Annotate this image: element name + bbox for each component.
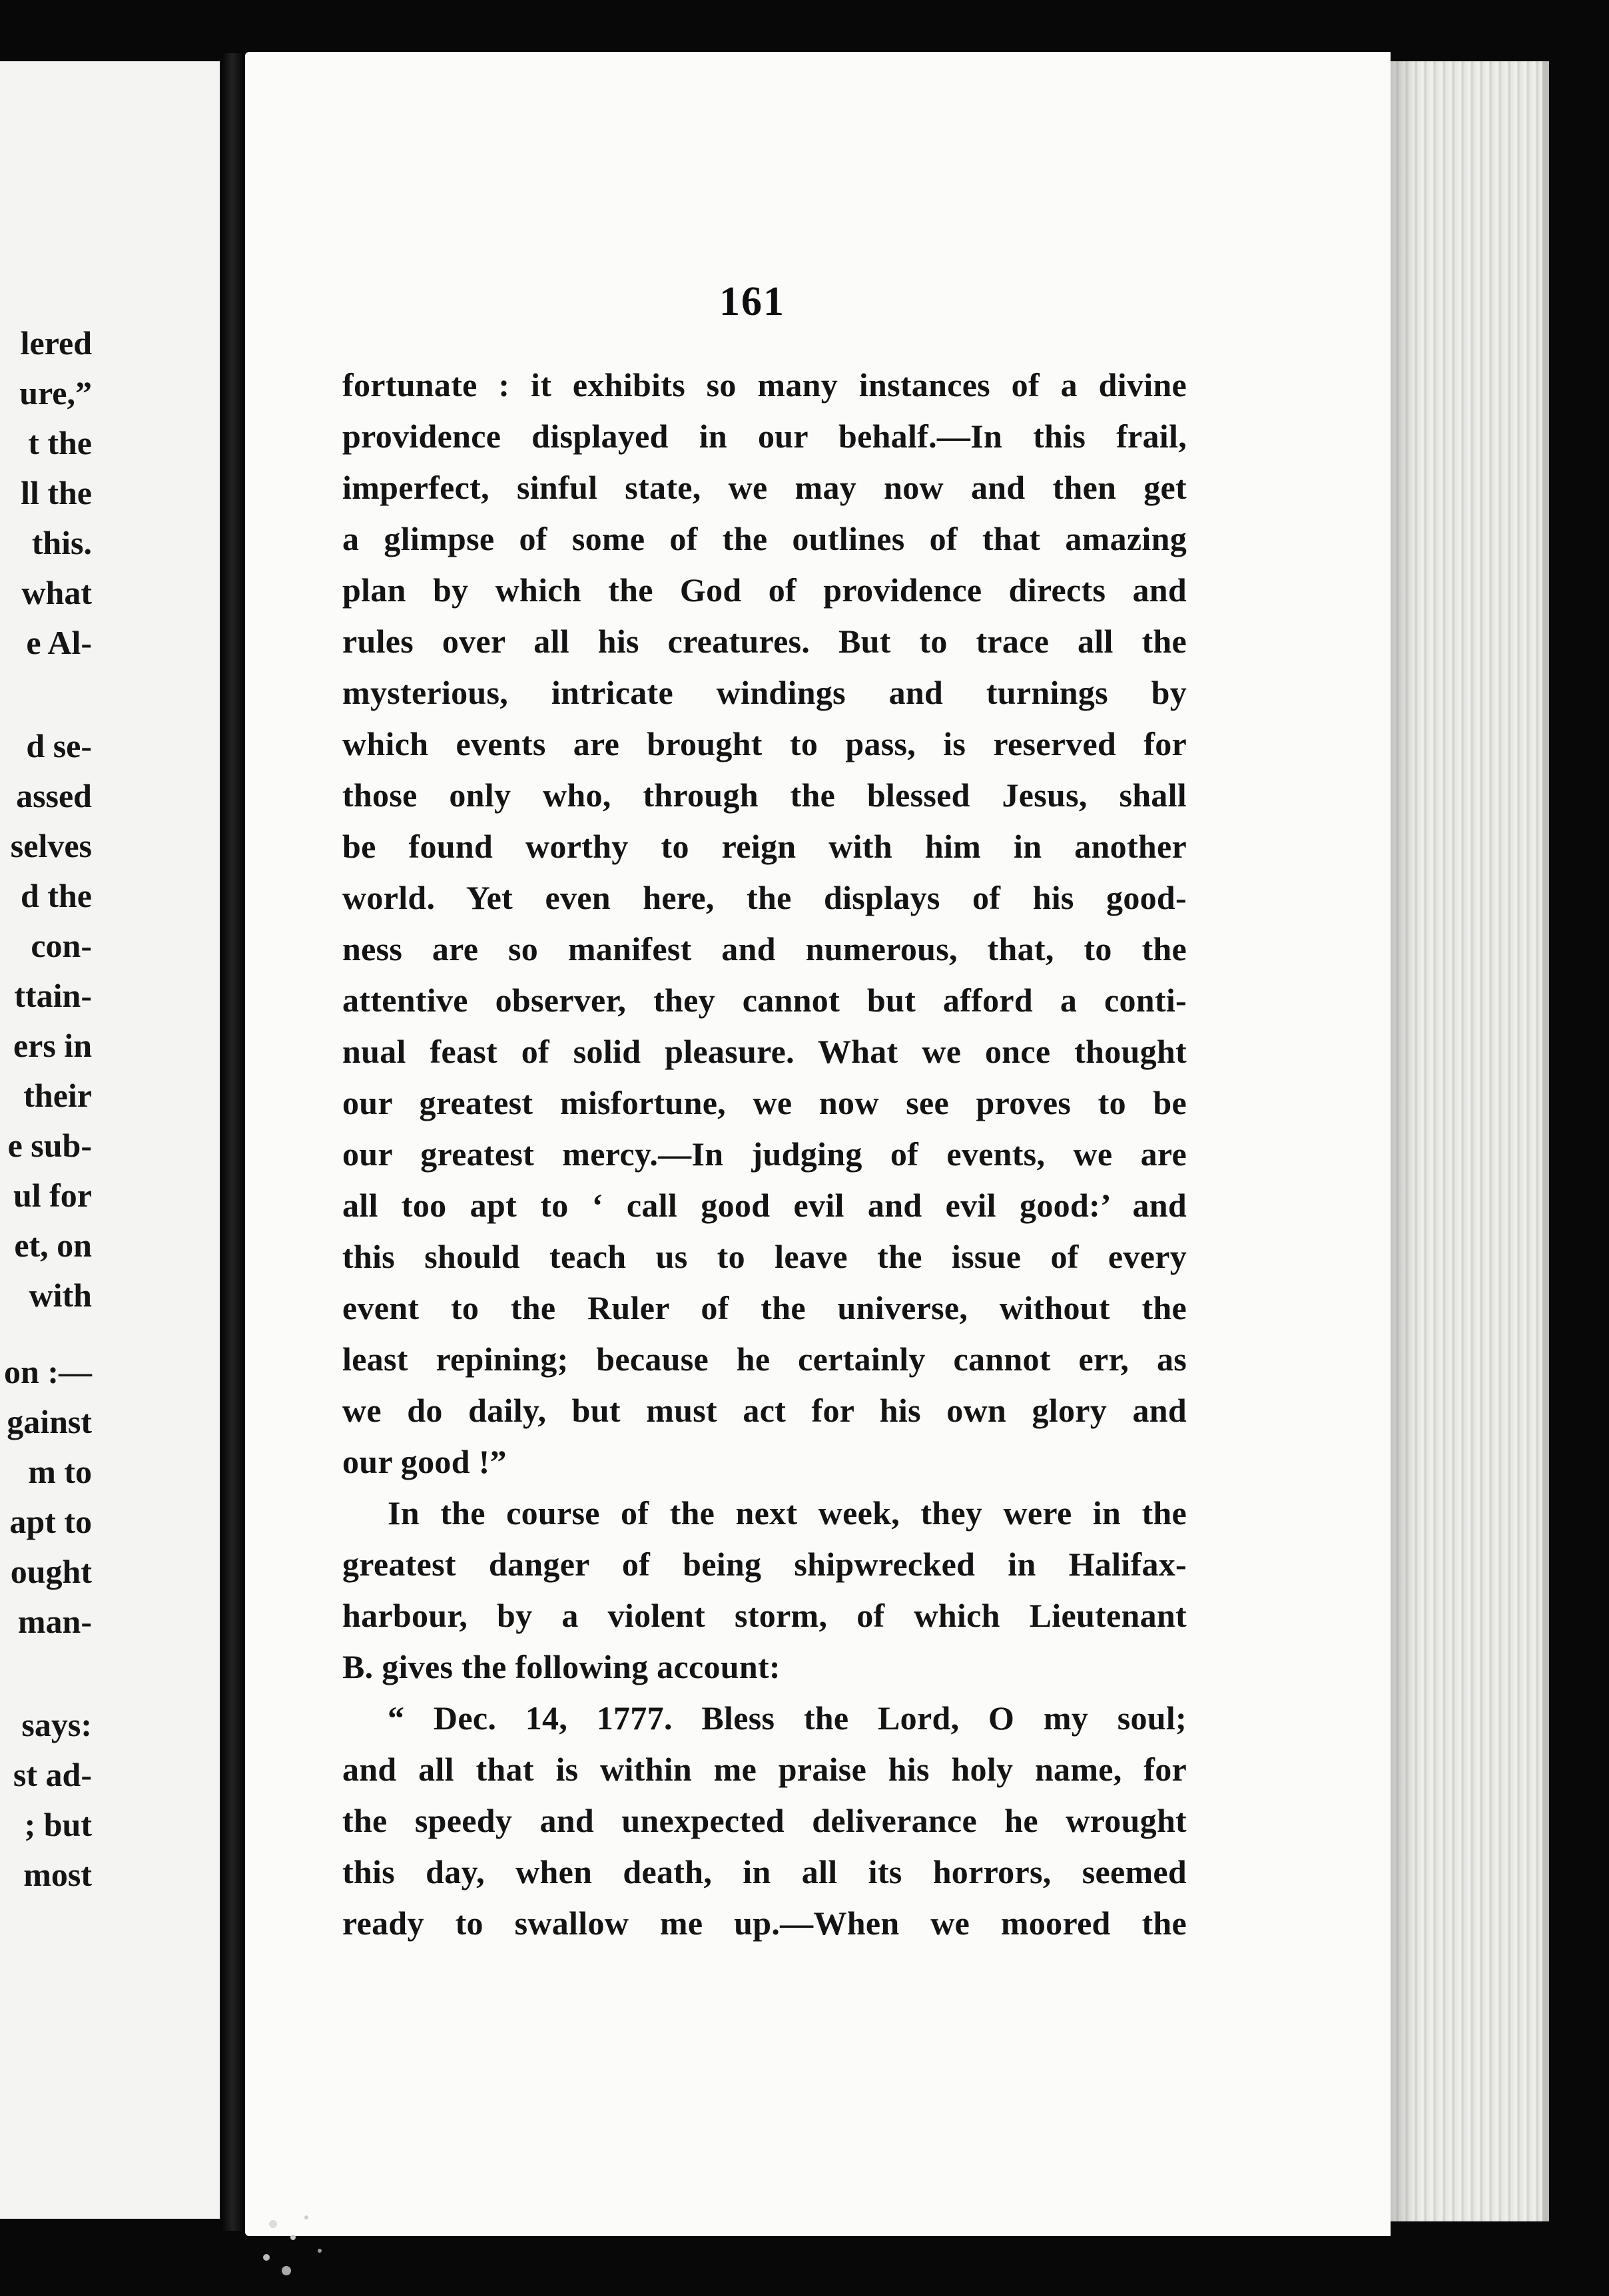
text-line: imperfect, sinful state, we may now and then get (342, 469, 1187, 506)
scan-noise (246, 2197, 380, 2296)
facing-line-2: ure,” (19, 374, 92, 412)
page-number: 161 (719, 279, 785, 324)
facing-line-7: e Al- (26, 624, 92, 661)
facing-line-13: ttain- (14, 977, 92, 1014)
facing-line-17: ul for (13, 1177, 92, 1214)
facing-line-6: what (21, 574, 92, 611)
book-gutter (221, 53, 244, 2231)
facing-line-26: says: (21, 1706, 92, 1743)
facing-line-15: their (23, 1077, 92, 1114)
facing-line-16: e sub- (7, 1127, 92, 1164)
text-line: event to the Ruler of the universe, without the (342, 1289, 1187, 1326)
text-line: the speedy and unexpected deliverance he wrought (342, 1802, 1187, 1839)
facing-line-14: ers in (13, 1027, 92, 1064)
facing-line-4: ll the (21, 474, 92, 511)
facing-line-23: apt to (9, 1503, 92, 1540)
text-line: be found worthy to reign with him in another (342, 828, 1187, 865)
text-line: “ Dec. 14, 1777. Bless the Lord, O my soul; (388, 1699, 1187, 1737)
text-line: ready to swallow me up.—When we moored the (342, 1904, 1187, 1942)
text-line: attentive observer, they cannot but afford a conti- (342, 982, 1187, 1019)
text-line: plan by which the God of providence directs and (342, 571, 1187, 609)
text-line: least repining; because he certainly cannot err, as (342, 1340, 1187, 1378)
facing-line-22: m to (28, 1453, 92, 1490)
facing-line-24: ought (10, 1553, 92, 1590)
text-line: our greatest mercy.—In judging of events, we are (342, 1135, 1187, 1173)
text-line: a glimpse of some of the outlines of that amazing (342, 520, 1187, 557)
facing-line-20: on :— (4, 1353, 92, 1390)
text-line: In the course of the next week, they were in the (388, 1494, 1187, 1532)
text-line: our greatest misfortune, we now see proves to be (342, 1084, 1187, 1121)
text-line: ness are so manifest and numerous, that, to the (342, 930, 1187, 968)
body-text (342, 360, 1187, 1949)
text-line: which events are brought to pass, is reserved for (342, 725, 1187, 762)
facing-line-11: d the (21, 877, 92, 914)
facing-line-18: et, on (14, 1227, 92, 1264)
text-line: providence displayed in our behalf.—In this frail, (342, 418, 1187, 455)
text-line: harbour, by a violent storm, of which Lieutenant (342, 1597, 1187, 1634)
text-line: nual feast of solid pleasure. What we once thought (342, 1033, 1187, 1070)
facing-line-12: con- (31, 927, 92, 964)
text-line: rules over all his creatures. But to trace all the (342, 623, 1187, 660)
facing-line-3: t the (28, 424, 92, 461)
text-line: we do daily, but must act for his own glory and (342, 1392, 1187, 1429)
facing-line-10: selves (10, 827, 92, 864)
text-line: all too apt to ‘ call good evil and evil good:’ and (342, 1187, 1187, 1224)
text-line: fortunate : it exhibits so many instances of a divine (342, 366, 1187, 404)
facing-line-21: gainst (7, 1403, 92, 1440)
text-line: this should teach us to leave the issue of every (342, 1238, 1187, 1275)
facing-page (0, 61, 225, 2219)
facing-line-1: lered (20, 324, 92, 362)
facing-line-19: with (29, 1277, 92, 1314)
text-line: our good !” (342, 1443, 507, 1480)
text-line: world. Yet even here, the displays of his good- (342, 879, 1187, 916)
facing-line-28: ; but (24, 1806, 92, 1843)
text-line: greatest danger of being shipwrecked in Halifax- (342, 1546, 1187, 1583)
facing-line-29: most (23, 1856, 92, 1893)
text-line: and all that is within me praise his holy name, for (342, 1751, 1187, 1788)
text-line: those only who, through the blessed Jesus, shall (342, 776, 1187, 814)
text-line: B. gives the following account: (342, 1648, 781, 1685)
text-line: mysterious, intricate windings and turnings by (342, 674, 1187, 711)
page-edge-shadow (1391, 61, 1417, 2221)
facing-line-5: this. (31, 524, 92, 561)
facing-line-25: man- (17, 1603, 92, 1640)
facing-line-8: d se- (26, 727, 92, 764)
text-line: this day, when death, in all its horrors, seemed (342, 1853, 1187, 1890)
facing-line-27: st ad- (13, 1756, 92, 1793)
facing-line-9: assed (16, 777, 92, 814)
